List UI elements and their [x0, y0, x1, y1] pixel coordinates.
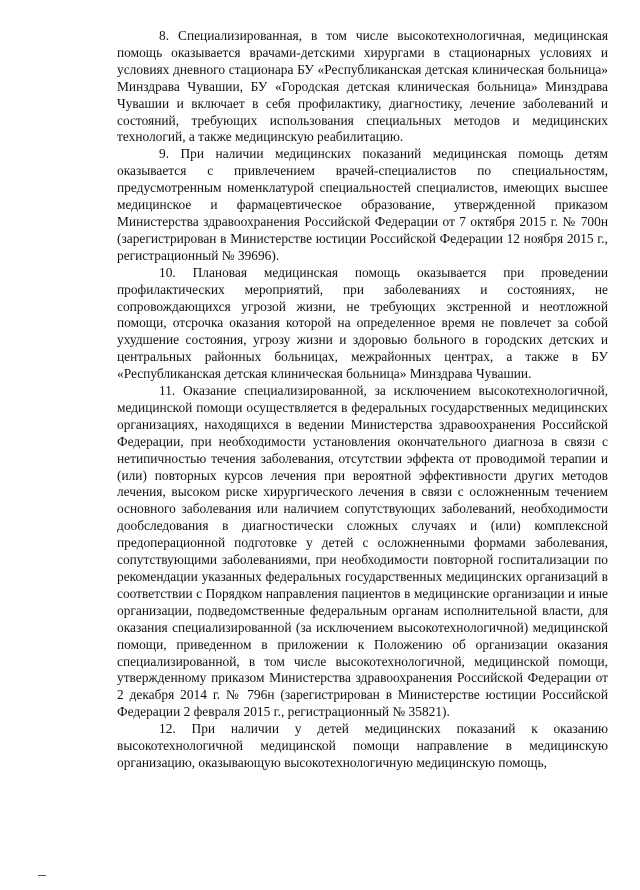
paragraph-8: 8. Специализированная, в том числе высокотехнологичная, медицинская помощь оказывается врачами-детскими хирургами в стационарных условиях и условиях дневного стационара БУ «Республиканская детская клиническая больница» Минздрава Чувашии, БУ «Городская детская клиническая больница» Минздрава Чувашии и включает в себя профилактику, диагностику, лечение заболеваний и состояний, требующих использования специальных методов и медицинских технологий, а также медицинскую реабилитацию.: [117, 28, 608, 145]
paragraph-10: 10. Плановая медицинская помощь оказывается при проведении профилактических мероприятий, при заболеваниях и состояниях, не сопровождающихся угрозой жизни, не требующих экстренной и неотложной помощи, отсрочка оказания которой на определенное время не повлечет за собой ухудшение состояния, угрозу жизни и здоровью больного в городских детских и центральных районных больницах, межрайонных центрах, а также в БУ «Республиканская детская клиническая больница» Минздрава Чувашии.: [117, 264, 608, 382]
paragraph-9: 9. При наличии медицинских показаний медицинская помощь детям оказывается с привлечением врачей-специалистов по специальностям, предусмотренным номенклатурой специальностей специалистов, имеющих высшее медицинское и фармацевтическое образование, утвержденной приказом Министерства здравоохранения Российской Федерации от 7 октября 2015 г. № 700н (зарегистрирован в Министерстве юстиции Российской Федерации 12 ноября 2015 г., регистрационный № 39696).: [117, 146, 608, 263]
document-body: [117, 28, 608, 772]
paragraph-11: 11. Оказание специализированной, за исключением высокотехнологичной, медицинской помощи осуществляется в федеральных государственных медицинских организациях, находящихся в ведении Министерства здравоохранения Российской Федерации, при необходимости установления окончательного диагноза в связи с нетипичностью течения заболевания, отсутствии эффекта от проводимой терапии и (или) повторных курсов лечения при вероятной эффективности других методов лечения, высоком риске хирургического лечения в связи с осложненным течением основного заболевания или наличием сопутствующих заболеваний, необходимости дообследования в диагностически сложных случаях и (или) комплексной предоперационной подготовке у детей с осложненными формами заболевания, сопутствующими заболеваниями, при необходимости повторной госпитализации по рекомендации указанных федеральных государственных медицинских организаций в соответствии с Порядком направления пациентов в медицинские организации и иные организации, подведомственные федеральным органам исполнительной власти, для оказания специализированной (за исключением высокотехнологичной) медицинской помощи, приведенном в приложении к Положению об организации оказания специализированной, в том числе высокотехнологичной, медицинской помощи, утвержденному приказом Министерства здравоохранения Российской Федерации от 2 декабря 2014 г. № 796н (зарегистрирован в Министерстве юстиции Российской Федерации 2 февраля 2015 г., регистрационный № 35821).: [117, 383, 608, 720]
paragraph-12: 12. При наличии у детей медицинских показаний к оказанию высокотехнологичной медицинской помощи направление в медицинскую организацию, оказывающую высокотехнологичную медицинскую помощь,: [117, 721, 608, 770]
margin-mark: [38, 875, 46, 876]
